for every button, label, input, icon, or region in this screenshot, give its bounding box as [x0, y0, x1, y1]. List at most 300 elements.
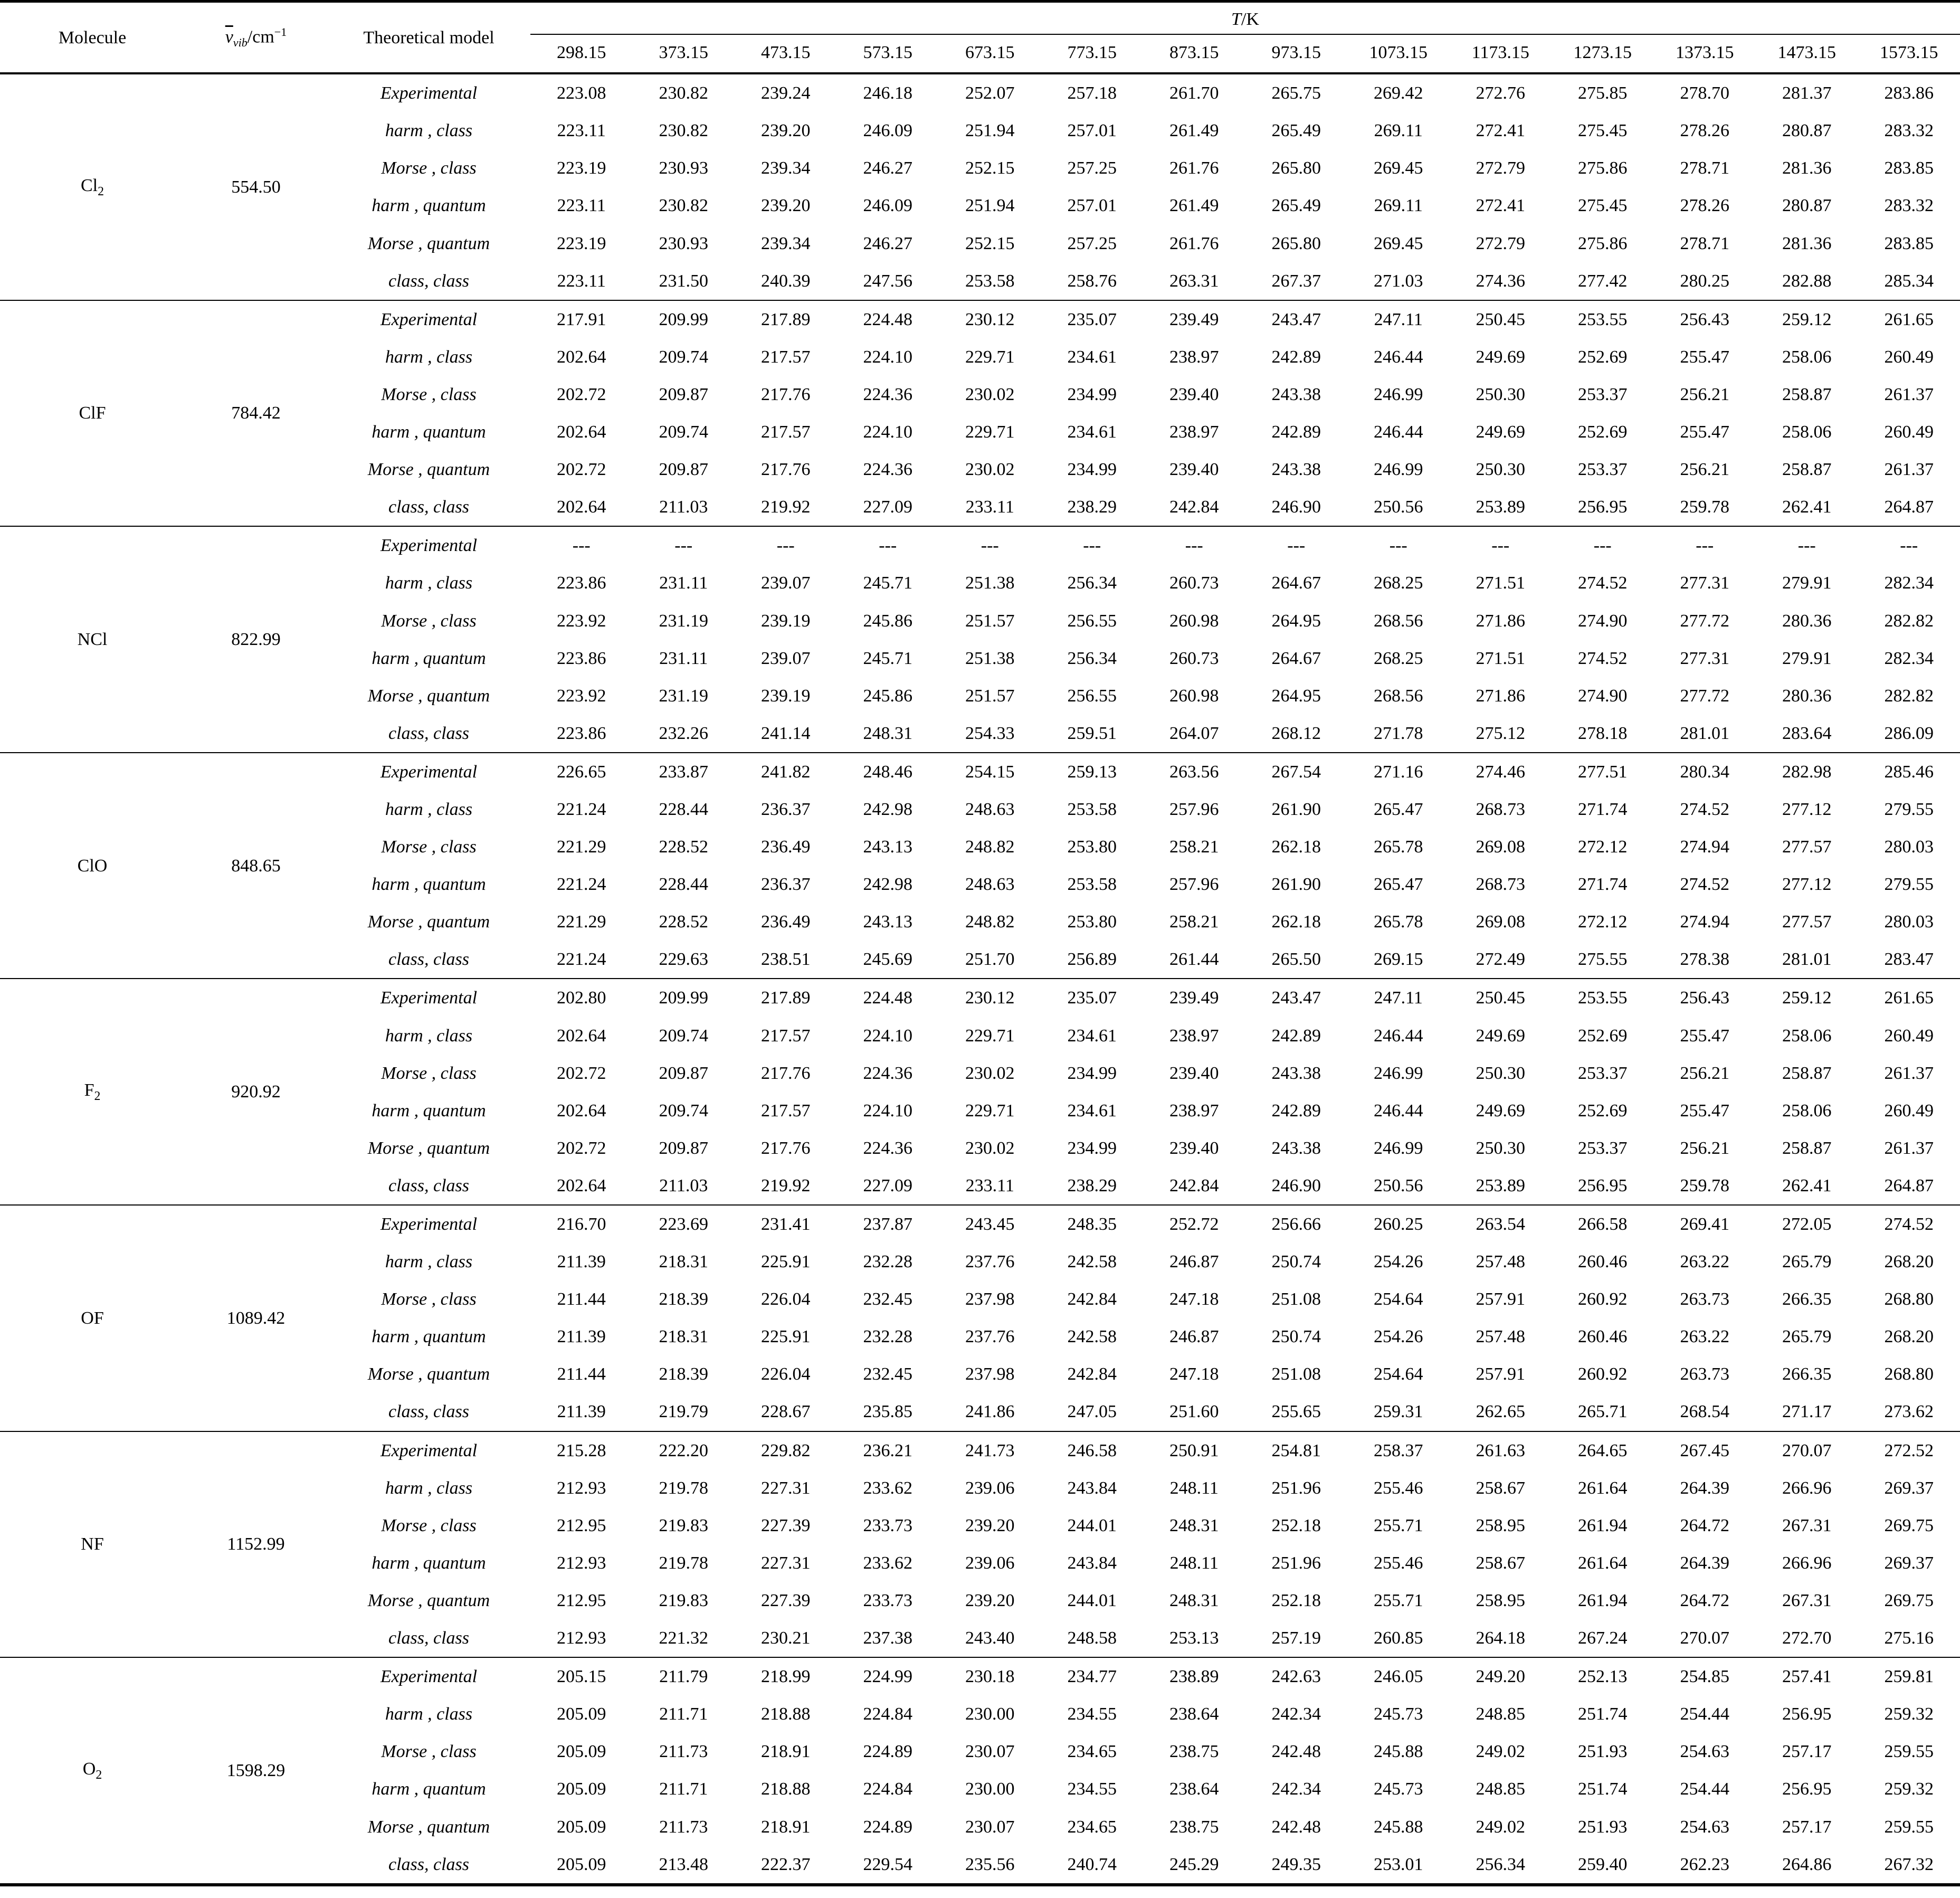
temperature-header: 673.15	[939, 34, 1041, 73]
entropy-value-cell: 257.96	[1169, 799, 1219, 819]
entropy-value-cell: 245.86	[863, 611, 912, 631]
temperature-header: 298.15	[530, 34, 633, 73]
entropy-value-cell: 277.12	[1782, 875, 1832, 895]
entropy-value-cell: 274.46	[1450, 753, 1552, 791]
data-row	[0, 979, 1960, 1017]
entropy-value-cell: 259.12	[1756, 979, 1858, 1017]
entropy-value-cell: 230.82	[659, 121, 708, 141]
entropy-value-cell: 250.30	[1476, 460, 1525, 480]
entropy-value-cell: 243.13	[863, 912, 912, 932]
temperature-header: 1473.15	[1756, 34, 1858, 73]
molecule-symbol: NCl	[77, 630, 108, 650]
entropy-value-cell: 251.60	[1169, 1402, 1219, 1422]
model-label: Morse , quantum	[367, 686, 490, 706]
entropy-value-cell: 241.82	[735, 753, 837, 791]
molecule-symbol: ClF	[79, 403, 106, 423]
entropy-value-cell: 221.29	[557, 837, 606, 857]
entropy-value-cell: 283.85	[1884, 158, 1934, 178]
entropy-value-cell: 258.87	[1782, 384, 1832, 404]
entropy-value-cell: 258.21	[1169, 912, 1219, 932]
entropy-value-cell: 231.11	[659, 573, 708, 593]
entropy-value-cell: 227.31	[761, 1478, 811, 1498]
entropy-value-cell: 264.07	[1169, 723, 1219, 743]
entropy-value-cell: 255.46	[1374, 1553, 1423, 1573]
entropy-value-cell: 253.58	[1067, 875, 1117, 895]
entropy-value-cell: 224.99	[837, 1657, 939, 1695]
entropy-value-cell: 278.70	[1680, 83, 1729, 103]
entropy-value-cell: 224.36	[863, 460, 912, 480]
entropy-value-cell: 217.57	[761, 347, 811, 367]
entropy-value-cell: 280.87	[1782, 121, 1832, 141]
entropy-value-cell: 217.76	[761, 1063, 811, 1083]
entropy-value-cell: 267.37	[1271, 271, 1321, 291]
entropy-value-cell: 271.03	[1374, 271, 1423, 291]
entropy-value-cell: 230.02	[965, 384, 1015, 404]
entropy-value-cell: 239.06	[965, 1553, 1015, 1573]
vibrational-frequency-value: 1089.42	[185, 1205, 327, 1431]
model-label: class, class	[388, 723, 469, 743]
entropy-value-cell: 255.47	[1680, 1026, 1729, 1046]
model-label: harm , quantum	[372, 1100, 486, 1121]
model-label: Morse , class	[381, 384, 477, 404]
entropy-value-cell: 234.99	[1067, 460, 1117, 480]
entropy-value-cell: 251.38	[965, 573, 1015, 593]
entropy-value-cell: 272.12	[1578, 837, 1628, 857]
entropy-value-cell: 239.20	[761, 121, 811, 141]
entropy-value-cell: ---	[530, 526, 633, 564]
entropy-value-cell: 256.95	[1782, 1779, 1832, 1799]
entropy-value-cell: 224.10	[863, 1100, 912, 1121]
entropy-value-cell: 245.73	[1374, 1704, 1423, 1724]
entropy-value-cell: 248.82	[965, 912, 1015, 932]
entropy-value-cell: 258.87	[1782, 460, 1832, 480]
entropy-value-cell: 257.25	[1067, 233, 1117, 253]
col-header-vibrational-frequency	[185, 2, 327, 74]
entropy-value-cell: 223.86	[557, 573, 606, 593]
entropy-value-cell: 277.42	[1578, 271, 1628, 291]
entropy-value-cell: 256.89	[1067, 950, 1117, 970]
entropy-value-cell: 242.98	[863, 799, 912, 819]
entropy-value-cell: 250.45	[1450, 300, 1552, 338]
entropy-value-cell: 238.97	[1169, 347, 1219, 367]
entropy-value-cell: 238.64	[1169, 1704, 1219, 1724]
entropy-value-cell: 252.13	[1552, 1657, 1654, 1695]
entropy-value-cell: 251.70	[965, 950, 1015, 970]
entropy-value-cell: 232.28	[863, 1327, 912, 1347]
entropy-value-cell: 241.14	[761, 723, 811, 743]
entropy-value-cell: 260.92	[1578, 1364, 1628, 1384]
entropy-value-cell: 272.79	[1476, 158, 1525, 178]
entropy-value-cell: 202.64	[557, 1026, 606, 1046]
entropy-value-cell: ---	[1143, 526, 1245, 564]
entropy-value-cell: 239.34	[761, 158, 811, 178]
entropy-value-cell: 211.44	[557, 1289, 606, 1309]
entropy-value-cell: 265.75	[1271, 83, 1321, 103]
temperature-header: 1173.15	[1450, 34, 1552, 73]
entropy-value-cell: 247.11	[1347, 300, 1450, 338]
entropy-value-cell: 212.93	[557, 1553, 606, 1573]
entropy-value-cell: 234.55	[1067, 1779, 1117, 1799]
entropy-value-cell: 243.84	[1067, 1553, 1117, 1573]
entropy-value-cell: 270.07	[1680, 1628, 1729, 1648]
entropy-value-cell: 205.09	[557, 1742, 606, 1762]
entropy-value-cell: 285.34	[1884, 271, 1934, 291]
entropy-value-cell: 227.09	[863, 497, 912, 517]
entropy-value-cell: 278.18	[1578, 723, 1628, 743]
entropy-value-cell: 282.98	[1756, 753, 1858, 791]
entropy-value-cell: 240.74	[1067, 1854, 1117, 1874]
entropy-value-cell: 218.91	[761, 1742, 811, 1762]
entropy-value-cell: 246.27	[863, 233, 912, 253]
entropy-value-cell: 202.64	[557, 347, 606, 367]
entropy-value-cell: 232.26	[659, 723, 708, 743]
entropy-value-cell: 261.70	[1169, 83, 1219, 103]
entropy-value-cell: 250.30	[1476, 1138, 1525, 1158]
entropy-value-cell: 246.09	[863, 121, 912, 141]
entropy-value-cell: ---	[1552, 526, 1654, 564]
entropy-value-cell: 246.99	[1374, 1063, 1423, 1083]
entropy-value-cell: 209.74	[659, 422, 708, 442]
entropy-value-cell: 222.37	[761, 1854, 811, 1874]
entropy-value-cell: 271.86	[1476, 611, 1525, 631]
entropy-value-cell: 265.71	[1578, 1402, 1628, 1422]
entropy-value-cell: 266.96	[1782, 1478, 1832, 1498]
entropy-value-cell: 234.99	[1067, 384, 1117, 404]
entropy-value-cell: 239.40	[1169, 1063, 1219, 1083]
entropy-value-cell: 224.89	[863, 1817, 912, 1837]
entropy-value-cell: 268.56	[1374, 611, 1423, 631]
entropy-value-cell: 223.69	[633, 1205, 735, 1243]
col-header-temperature-group	[530, 2, 1960, 35]
model-label: class, class	[388, 1854, 469, 1874]
entropy-value-cell: 279.91	[1782, 648, 1832, 668]
entropy-value-cell: 209.87	[659, 1063, 708, 1083]
entropy-value-cell: 209.99	[633, 979, 735, 1017]
model-label: Experimental	[327, 1431, 530, 1469]
entropy-value-cell: 247.18	[1169, 1364, 1219, 1384]
entropy-value-cell: 233.62	[863, 1478, 912, 1498]
entropy-value-cell: 271.78	[1374, 723, 1423, 743]
entropy-value-cell: 252.15	[965, 233, 1015, 253]
entropy-value-cell: 253.37	[1578, 384, 1628, 404]
entropy-value-cell: 209.74	[659, 1100, 708, 1121]
entropy-value-cell: 280.03	[1884, 837, 1934, 857]
entropy-value-cell: 239.40	[1169, 1138, 1219, 1158]
freq-unit: /cm	[247, 27, 274, 47]
entropy-value-cell: 260.46	[1578, 1327, 1628, 1347]
entropy-value-cell: 259.12	[1756, 300, 1858, 338]
model-label: class, class	[388, 497, 469, 517]
entropy-value-cell: 282.82	[1884, 686, 1934, 706]
entropy-value-cell: 263.73	[1680, 1364, 1729, 1384]
entropy-value-cell: 246.44	[1374, 347, 1423, 367]
entropy-value-cell: 281.01	[1680, 723, 1729, 743]
entropy-value-cell: 242.89	[1271, 1026, 1321, 1046]
entropy-value-cell: 268.25	[1374, 648, 1423, 668]
entropy-value-cell: 260.85	[1374, 1628, 1423, 1648]
entropy-value-cell: 278.26	[1680, 196, 1729, 216]
entropy-value-cell: 267.54	[1245, 753, 1348, 791]
entropy-value-cell: 272.41	[1476, 196, 1525, 216]
entropy-value-cell: 280.36	[1782, 611, 1832, 631]
entropy-value-cell: 261.64	[1578, 1478, 1628, 1498]
entropy-value-cell: 274.94	[1680, 912, 1729, 932]
molecule-name	[0, 1657, 185, 1885]
entropy-value-cell: 230.07	[965, 1817, 1015, 1837]
entropy-value-cell: 237.87	[837, 1205, 939, 1243]
entropy-value-cell: 242.84	[1067, 1289, 1117, 1309]
entropy-value-cell: 265.47	[1374, 875, 1423, 895]
entropy-value-cell: 253.80	[1067, 912, 1117, 932]
entropy-value-cell: 241.73	[939, 1431, 1041, 1469]
entropy-value-cell: 257.01	[1067, 196, 1117, 216]
entropy-value-cell: 252.69	[1578, 1026, 1628, 1046]
entropy-value-cell: 278.71	[1680, 158, 1729, 178]
entropy-value-cell: 277.31	[1680, 648, 1729, 668]
data-row	[0, 1657, 1960, 1695]
entropy-value-cell: 209.87	[659, 1138, 708, 1158]
entropy-value-cell: 260.73	[1169, 648, 1219, 668]
entropy-value-cell: 274.36	[1476, 271, 1525, 291]
entropy-value-cell: 245.29	[1169, 1854, 1219, 1874]
entropy-value-cell: 202.72	[557, 1063, 606, 1083]
entropy-value-cell: 257.18	[1067, 83, 1117, 103]
table-header	[0, 2, 1960, 74]
entropy-value-cell: 223.19	[557, 233, 606, 253]
entropy-value-cell: 275.45	[1578, 121, 1628, 141]
entropy-value-cell: 255.46	[1374, 1478, 1423, 1498]
entropy-value-cell: 202.72	[557, 384, 606, 404]
entropy-value-cell: 234.99	[1067, 1063, 1117, 1083]
model-label: class, class	[388, 1402, 469, 1422]
entropy-value-cell: 242.63	[1245, 1657, 1348, 1695]
entropy-value-cell: 229.71	[965, 1100, 1015, 1121]
entropy-value-cell: 243.13	[863, 837, 912, 857]
entropy-value-cell: 260.49	[1884, 347, 1934, 367]
entropy-value-cell: 234.55	[1067, 1704, 1117, 1724]
entropy-value-cell: 279.55	[1884, 875, 1934, 895]
entropy-value-cell: 202.72	[557, 1138, 606, 1158]
entropy-value-cell: 258.67	[1476, 1553, 1525, 1573]
entropy-value-cell: 259.13	[1041, 753, 1144, 791]
entropy-value-cell: 242.89	[1271, 1100, 1321, 1121]
entropy-value-cell: 223.19	[557, 158, 606, 178]
entropy-value-cell: 251.57	[965, 686, 1015, 706]
entropy-value-cell: 241.86	[965, 1402, 1015, 1422]
entropy-value-cell: 250.56	[1374, 497, 1423, 517]
molecule-subscript: 2	[96, 1768, 102, 1782]
entropy-value-cell: 257.91	[1476, 1364, 1525, 1384]
entropy-value-cell: 259.55	[1884, 1742, 1934, 1762]
entropy-value-cell: 211.73	[659, 1817, 708, 1837]
entropy-value-cell: 250.45	[1450, 979, 1552, 1017]
entropy-value-cell: 246.05	[1347, 1657, 1450, 1695]
entropy-value-cell: 224.10	[863, 422, 912, 442]
entropy-value-cell: 257.41	[1756, 1657, 1858, 1695]
entropy-value-cell: 252.15	[965, 158, 1015, 178]
entropy-value-cell: ---	[633, 526, 735, 564]
entropy-value-cell: 258.87	[1782, 1063, 1832, 1083]
entropy-value-cell: 247.18	[1169, 1289, 1219, 1309]
entropy-value-cell: 221.32	[659, 1628, 708, 1648]
entropy-value-cell: 228.44	[659, 799, 708, 819]
data-row	[0, 73, 1960, 112]
entropy-value-cell: 274.52	[1680, 875, 1729, 895]
entropy-value-cell: 230.21	[761, 1628, 811, 1648]
entropy-value-cell: 224.89	[863, 1742, 912, 1762]
entropy-value-cell: 239.07	[761, 648, 811, 668]
entropy-value-cell: 202.72	[557, 460, 606, 480]
entropy-value-cell: 230.02	[965, 1063, 1015, 1083]
entropy-value-cell: 245.86	[863, 686, 912, 706]
entropy-value-cell: 269.15	[1374, 950, 1423, 970]
entropy-value-cell: 231.50	[659, 271, 708, 291]
entropy-value-cell: 238.64	[1169, 1779, 1219, 1799]
entropy-value-cell: 253.58	[1067, 799, 1117, 819]
model-label: harm , quantum	[372, 648, 486, 668]
entropy-value-cell: 261.65	[1858, 300, 1960, 338]
entropy-value-cell: 258.87	[1782, 1138, 1832, 1158]
entropy-value-cell: 251.38	[965, 648, 1015, 668]
entropy-value-cell: 246.44	[1374, 1100, 1423, 1121]
entropy-value-cell: 277.12	[1782, 799, 1832, 819]
entropy-value-cell: 242.84	[1169, 497, 1219, 517]
entropy-value-cell: 205.15	[530, 1657, 633, 1695]
entropy-value-cell: 243.38	[1271, 384, 1321, 404]
entropy-value-cell: 221.24	[557, 950, 606, 970]
entropy-value-cell: 259.32	[1884, 1704, 1934, 1724]
entropy-value-cell: 263.22	[1680, 1327, 1729, 1347]
entropy-value-cell: 248.63	[965, 875, 1015, 895]
entropy-value-cell: 229.71	[965, 1026, 1015, 1046]
entropy-value-cell: 253.89	[1476, 497, 1525, 517]
entropy-value-cell: 239.40	[1169, 460, 1219, 480]
entropy-value-cell: ---	[1041, 526, 1144, 564]
temperature-symbol: T	[1231, 10, 1241, 29]
model-label: harm , class	[385, 799, 473, 819]
entropy-value-cell: 251.08	[1271, 1364, 1321, 1384]
entropy-value-cell: 250.74	[1271, 1252, 1321, 1272]
entropy-value-cell: 236.49	[761, 912, 811, 932]
entropy-value-cell: 258.06	[1782, 1026, 1832, 1046]
model-label: harm , class	[385, 1252, 473, 1272]
entropy-value-cell: 234.77	[1041, 1657, 1144, 1695]
entropy-value-cell: 269.75	[1884, 1590, 1934, 1610]
entropy-value-cell: 277.72	[1680, 686, 1729, 706]
entropy-value-cell: 261.37	[1884, 1138, 1934, 1158]
entropy-value-cell: 230.02	[965, 460, 1015, 480]
entropy-value-cell: 253.01	[1374, 1854, 1423, 1874]
entropy-value-cell: 256.43	[1654, 300, 1756, 338]
model-label: harm , quantum	[372, 1327, 486, 1347]
entropy-value-cell: 266.96	[1782, 1553, 1832, 1573]
entropy-value-cell: 230.93	[659, 233, 708, 253]
temperature-header: 973.15	[1245, 34, 1348, 73]
model-label: Experimental	[327, 1657, 530, 1695]
entropy-value-cell: 249.69	[1476, 1026, 1525, 1046]
molecule-symbol: F	[84, 1080, 94, 1100]
entropy-value-cell: 233.73	[863, 1590, 912, 1610]
entropy-value-cell: 231.41	[735, 1205, 837, 1243]
entropy-value-cell: 254.64	[1374, 1289, 1423, 1309]
entropy-value-cell: ---	[1347, 526, 1450, 564]
molecule-name	[0, 73, 185, 300]
entropy-value-cell: 268.73	[1476, 875, 1525, 895]
entropy-value-cell: 223.11	[557, 121, 606, 141]
entropy-value-cell: 219.83	[659, 1515, 708, 1535]
entropy-value-cell: 238.51	[761, 950, 811, 970]
entropy-value-cell: 261.94	[1578, 1590, 1628, 1610]
entropy-value-cell: 205.09	[557, 1854, 606, 1874]
entropy-value-cell: 259.32	[1884, 1779, 1934, 1799]
entropy-value-cell: 255.47	[1680, 422, 1729, 442]
entropy-value-cell: 258.21	[1169, 837, 1219, 857]
entropy-value-cell: 258.06	[1782, 422, 1832, 442]
entropy-value-cell: 202.64	[557, 1175, 606, 1195]
entropy-value-cell: 243.45	[939, 1205, 1041, 1243]
entropy-value-cell: 269.75	[1884, 1515, 1934, 1535]
data-row	[0, 300, 1960, 338]
entropy-value-cell: 245.88	[1374, 1817, 1423, 1837]
entropy-value-cell: 256.21	[1680, 460, 1729, 480]
entropy-value-cell: 254.44	[1680, 1779, 1729, 1799]
entropy-value-cell: 260.46	[1578, 1252, 1628, 1272]
entropy-value-cell: 234.61	[1067, 1100, 1117, 1121]
entropy-value-cell: 261.37	[1884, 460, 1934, 480]
entropy-value-cell: 268.20	[1884, 1327, 1934, 1347]
entropy-value-cell: 263.22	[1680, 1252, 1729, 1272]
entropy-value-cell: 224.48	[837, 300, 939, 338]
entropy-value-cell: 230.00	[965, 1779, 1015, 1799]
entropy-value-cell: 224.10	[863, 1026, 912, 1046]
model-label: Experimental	[327, 979, 530, 1017]
entropy-value-cell: 277.31	[1680, 573, 1729, 593]
entropy-value-cell: 274.94	[1680, 837, 1729, 857]
entropy-value-cell: 249.35	[1271, 1854, 1321, 1874]
entropy-value-cell: 265.50	[1271, 950, 1321, 970]
entropy-value-cell: 246.44	[1374, 1026, 1423, 1046]
entropy-value-cell: ---	[1654, 526, 1756, 564]
molecule-subscript: 2	[98, 184, 104, 198]
entropy-value-cell: 260.98	[1169, 686, 1219, 706]
entropy-value-cell: 274.52	[1680, 799, 1729, 819]
temperature-unit: /K	[1241, 10, 1259, 29]
entropy-value-cell: 265.47	[1374, 799, 1423, 819]
entropy-value-cell: 272.70	[1782, 1628, 1832, 1648]
entropy-value-cell: 248.46	[837, 753, 939, 791]
entropy-value-cell: 265.78	[1374, 912, 1423, 932]
entropy-value-cell: 265.79	[1782, 1252, 1832, 1272]
entropy-value-cell: 249.69	[1476, 1100, 1525, 1121]
entropy-value-cell: 265.78	[1374, 837, 1423, 857]
entropy-value-cell: 234.65	[1067, 1742, 1117, 1762]
entropy-value-cell: 254.44	[1680, 1704, 1729, 1724]
entropy-value-cell: 248.58	[1067, 1628, 1117, 1648]
entropy-value-cell: 234.61	[1067, 347, 1117, 367]
entropy-value-cell: 271.16	[1347, 753, 1450, 791]
model-label: Morse , quantum	[367, 1138, 490, 1158]
entropy-value-cell: 262.65	[1476, 1402, 1525, 1422]
temperature-header: 573.15	[837, 34, 939, 73]
entropy-value-cell: ---	[939, 526, 1041, 564]
entropy-value-cell: 252.69	[1578, 1100, 1628, 1121]
entropy-value-cell: 234.61	[1067, 1026, 1117, 1046]
entropy-value-cell: 217.76	[761, 1138, 811, 1158]
molecule-subscript: 2	[94, 1089, 101, 1103]
molecule-symbol: Cl	[80, 175, 98, 195]
entropy-value-cell: 218.39	[659, 1364, 708, 1384]
entropy-value-cell: 236.21	[837, 1431, 939, 1469]
